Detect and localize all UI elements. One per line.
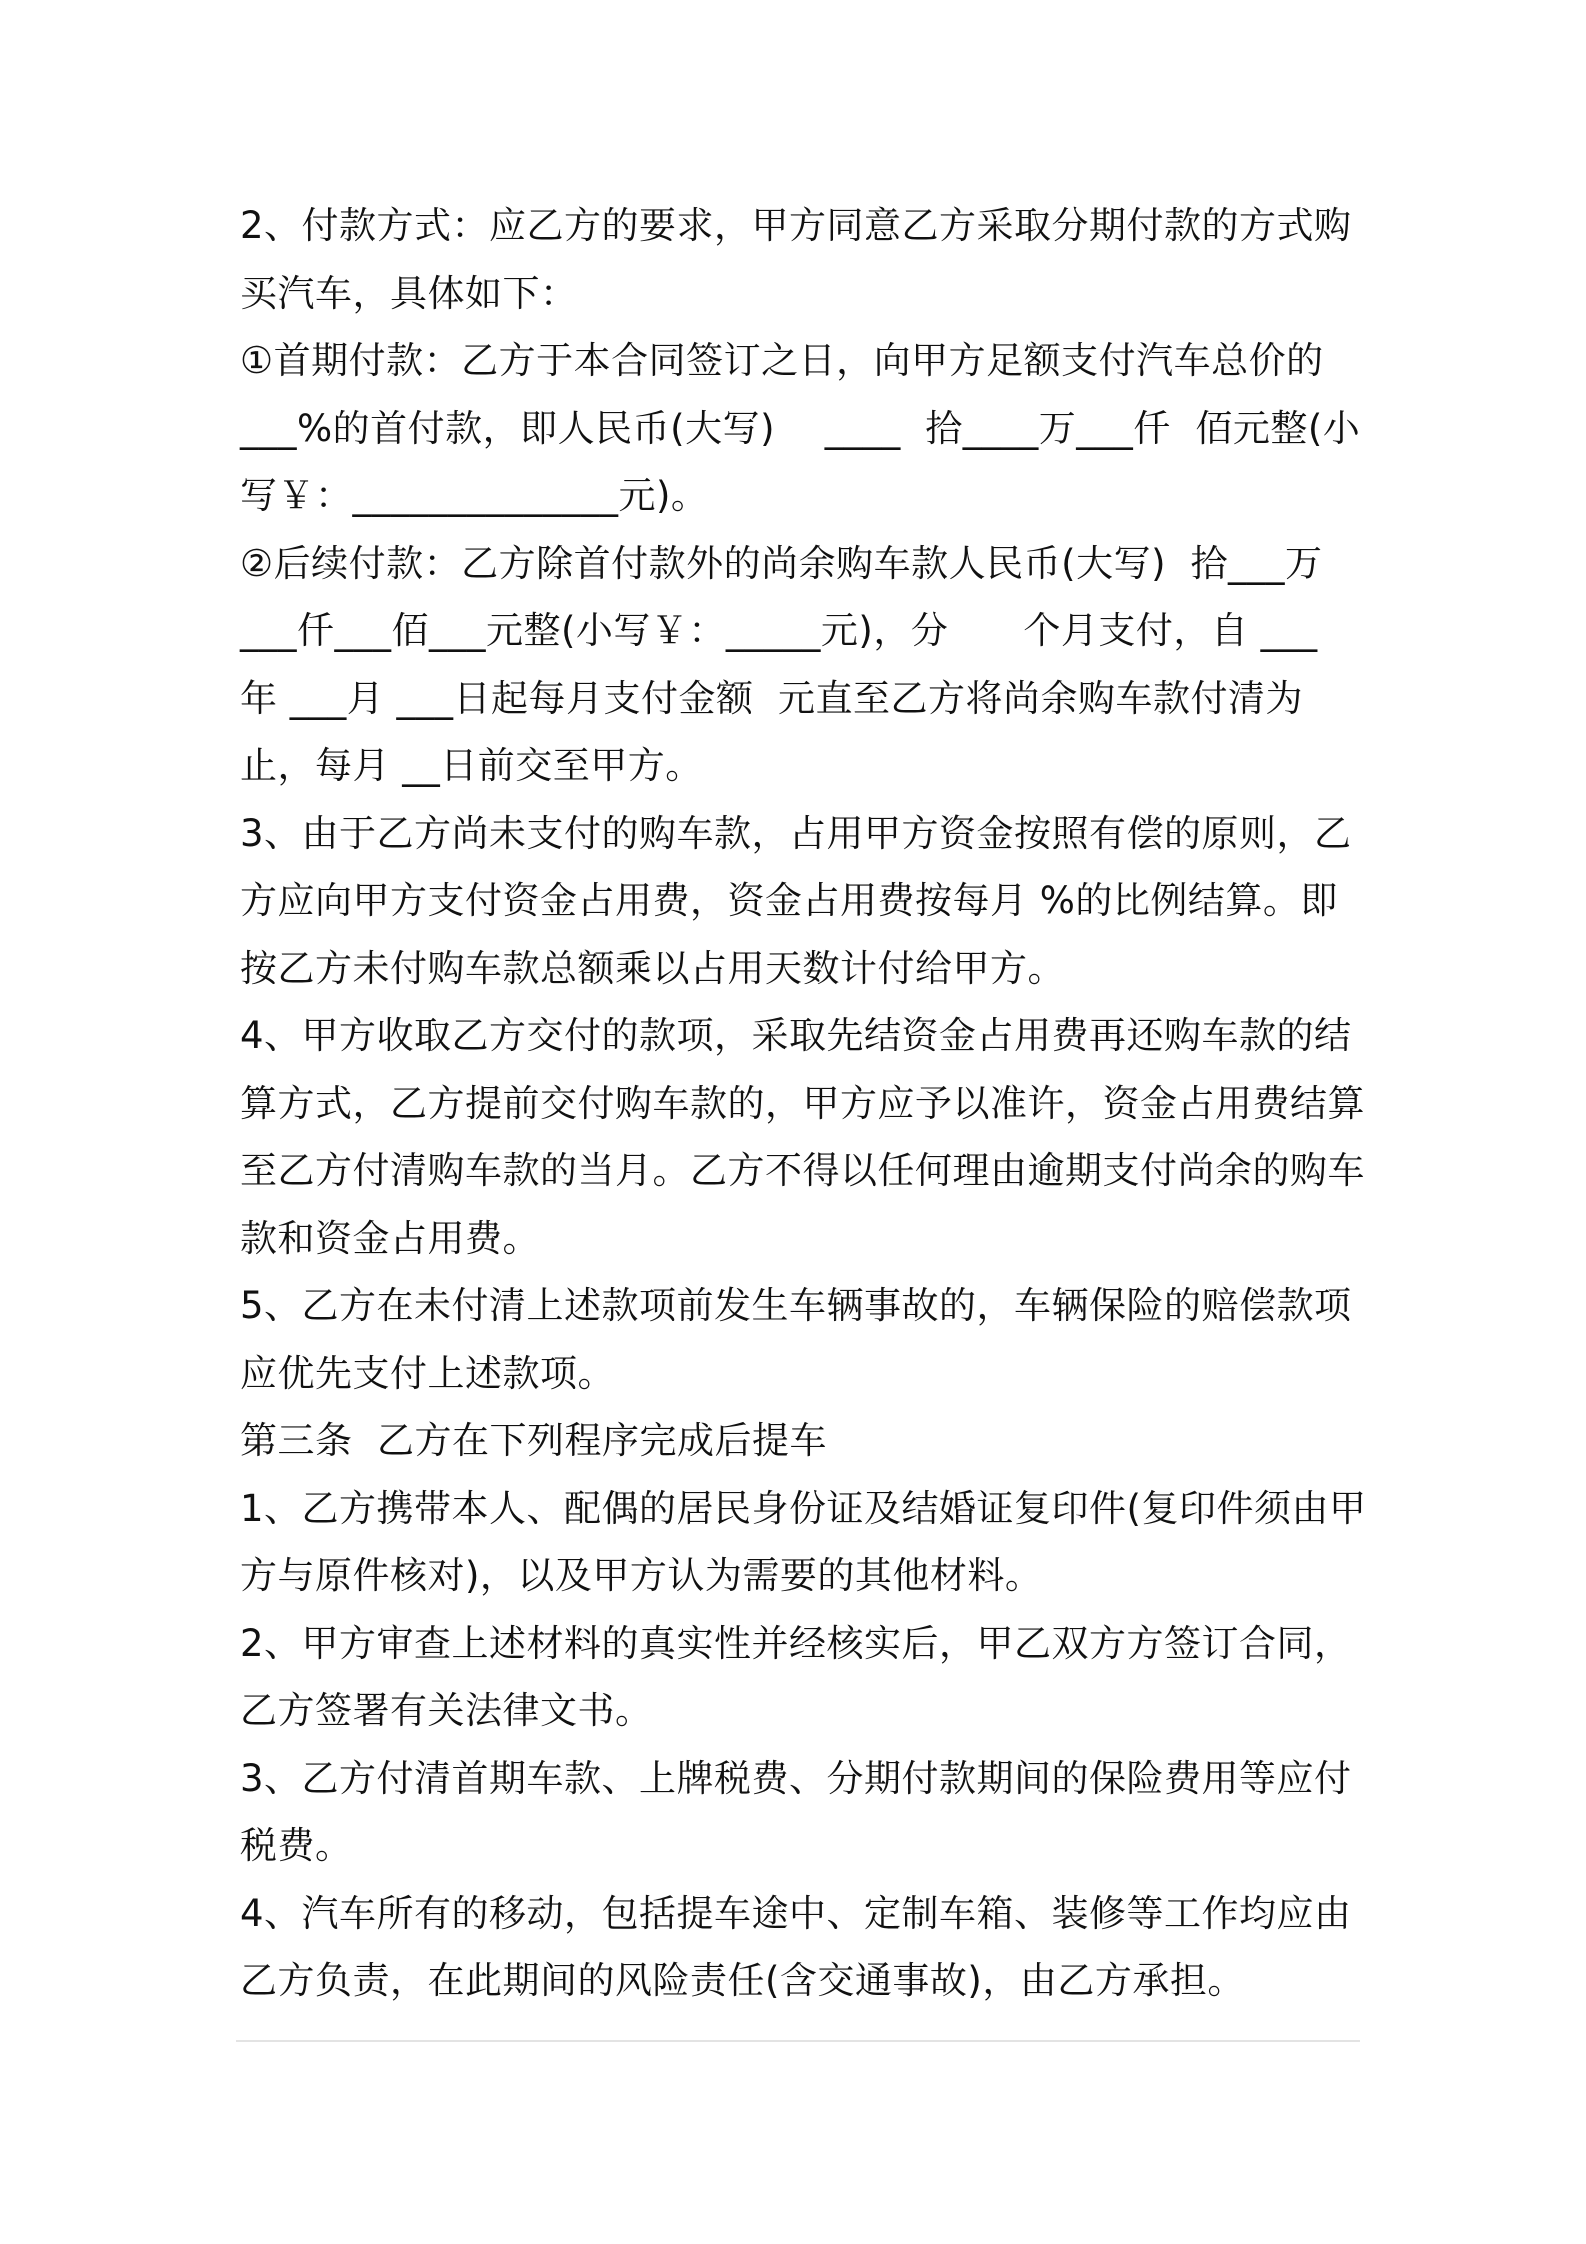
section-heading: 第三条 乙方在下列程序完成后提车 [240,1419,828,1462]
paragraph-line: 5、乙方在未付清上述款项前发生车辆事故的，车辆保险的赔偿款项 [240,1284,1352,1327]
paragraph-line: 买汽车，具体如下： [240,271,578,315]
paragraph-line: 按乙方未付购车款总额乘以占用天数计付给甲方。 [240,946,1065,990]
paragraph-line: 2、付款方式：应乙方的要求，甲方同意乙方采取分期付款的方式购 [240,204,1352,247]
paragraph-line: ①首期付款：乙方于本合同签订之日，向甲方足额支付汽车总价的 [240,339,1324,382]
page-divider [236,2040,1360,2042]
paragraph-line: 算方式，乙方提前交付购车款的，甲方应予以准许，资金占用费结算 [240,1081,1365,1125]
paragraph-line: 写￥：______________元)。 [240,474,709,517]
paragraph-line: 1、乙方携带本人、配偶的居民身份证及结婚证复印件(复印件须由甲 [240,1486,1367,1530]
paragraph-line: 2、甲方审查上述材料的真实性并经核实后，甲乙双方方签订合同， [240,1621,1352,1665]
paragraph-line: 4、汽车所有的移动，包括提车途中、定制车箱、装修等工作均应由 [240,1891,1352,1935]
paragraph-line: 年 ___月 ___日起每月支付金额 元直至乙方将尚余购车款付清为 [240,676,1304,720]
paragraph-line: ②后续付款：乙方除首付款外的尚余购车款人民币(大写) 拾___万 [240,541,1323,585]
paragraph-line: 3、乙方付清首期车款、上牌税费、分期付款期间的保险费用等应付 [240,1756,1352,1800]
paragraph-line: 3、由于乙方尚未支付的购车款，占用甲方资金按照有偿的原则，乙 [240,811,1352,855]
document-body [240,192,1367,2015]
paragraph-line: 至乙方付清购车款的当月。乙方不得以任何理由逾期支付尚余的购车 [240,1149,1365,1192]
paragraph-line: 4、甲方收取乙方交付的款项，采取先结资金占用费再还购车款的结 [240,1014,1352,1057]
paragraph-line: ___仟___佰___元整(小写￥：_____元)，分 个月支付，自 ___ [240,609,1318,652]
paragraph-line: 乙方负责，在此期间的风险责任(含交通事故)，由乙方承担。 [240,1959,1245,2002]
paragraph-line: 方与原件核对)，以及甲方认为需要的其他材料。 [240,1554,1043,1597]
paragraph-line: 方应向甲方支付资金占用费，资金占用费按每月 %的比例结算。即 [240,879,1338,922]
paragraph-line: ___%的首付款，即人民币(大写) ____ 拾____万___仟 佰元整(小 [240,406,1361,450]
paragraph-line: 款和资金占用费。 [240,1216,540,1260]
paragraph-line: 税费。 [240,1824,353,1867]
paragraph-line: 应优先支付上述款项。 [240,1351,615,1395]
paragraph-line: 乙方签署有关法律文书。 [240,1689,653,1732]
paragraph-line: 止，每月 __日前交至甲方。 [240,744,703,787]
